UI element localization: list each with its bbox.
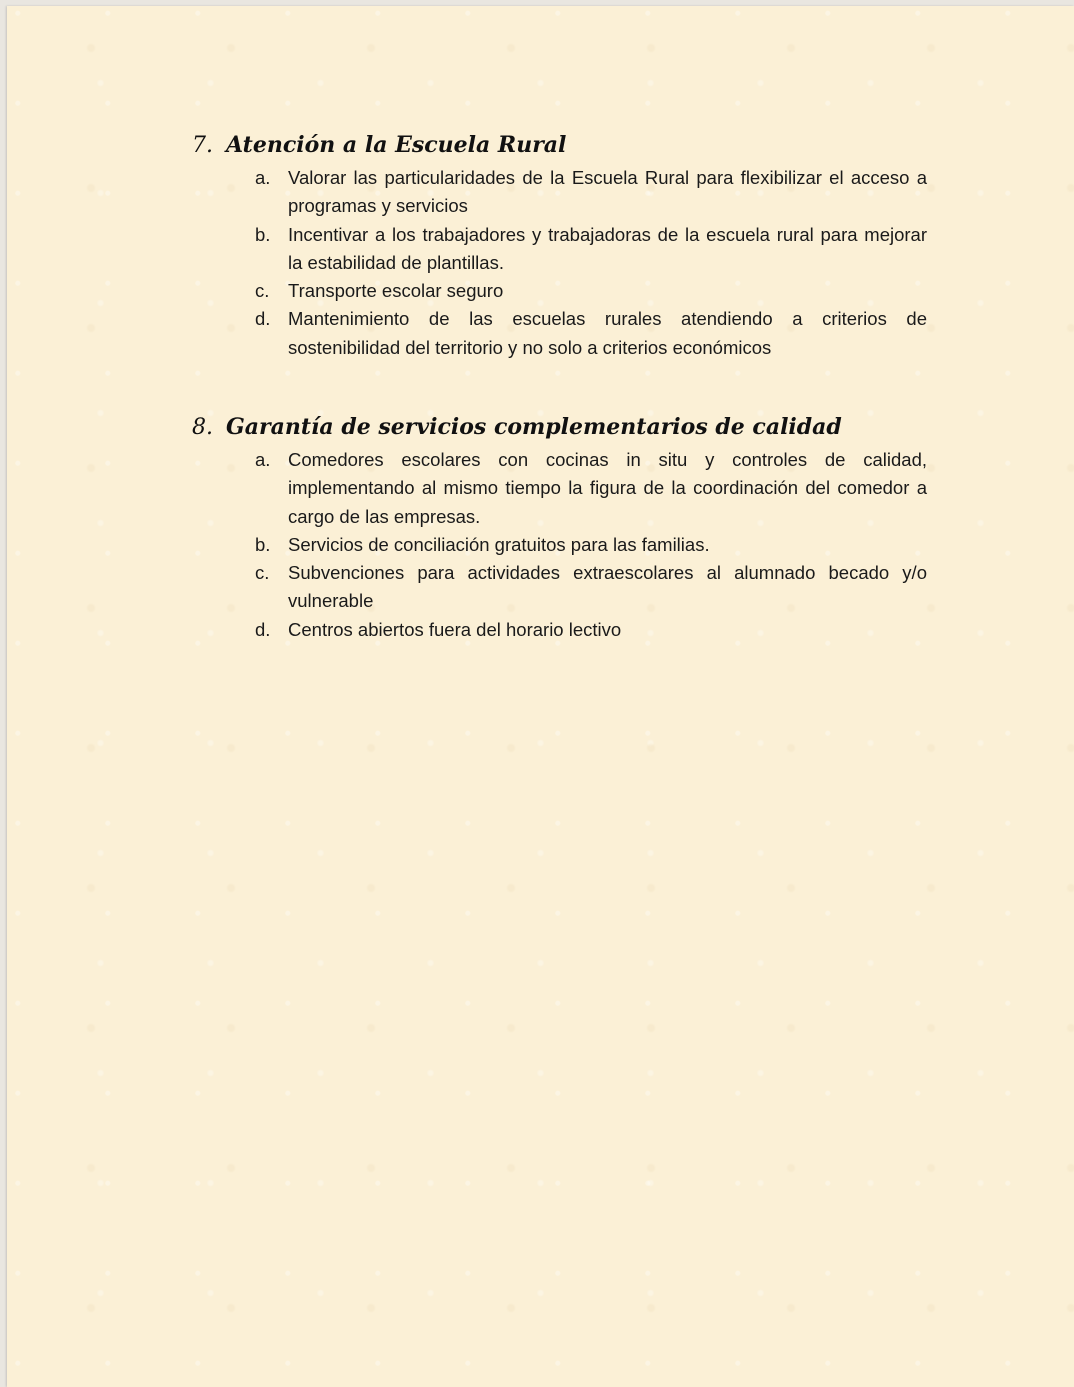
section-heading bbox=[192, 414, 927, 446]
item-text: Servicios de conciliación gratuitos para las familias. bbox=[288, 533, 710, 555]
item-letter: d. bbox=[255, 618, 271, 640]
list-item bbox=[255, 221, 927, 278]
item-list bbox=[192, 446, 927, 644]
document-page bbox=[7, 6, 1074, 1387]
item-letter: c. bbox=[255, 562, 270, 584]
section-title: Garantía de servicios complementarios de calidad bbox=[226, 414, 842, 440]
section-number: 8. bbox=[192, 415, 213, 440]
section-atencion-escuela-rural bbox=[192, 132, 927, 362]
item-letter: b. bbox=[255, 223, 271, 245]
section-number: 7. bbox=[192, 133, 213, 158]
list-item bbox=[255, 277, 927, 305]
list-item bbox=[255, 164, 927, 221]
item-letter: a. bbox=[255, 167, 271, 188]
list-item bbox=[255, 531, 927, 559]
section-servicios-complementarios bbox=[192, 414, 927, 644]
item-text: Incentivar a los trabajadores y trabajadoras de la escuela rural para mejorar la estabilidad de plantillas. bbox=[288, 223, 927, 273]
item-text: Comedores escolares con cocinas in situ y controles de calidad, implementando al mismo tiempo la figura de la coordinación del comedor a cargo de las empresas. bbox=[288, 449, 927, 527]
list-item bbox=[255, 616, 927, 644]
section-heading bbox=[192, 132, 927, 164]
list-item bbox=[255, 559, 927, 616]
list-item bbox=[255, 446, 927, 531]
item-letter: a. bbox=[255, 449, 271, 470]
item-text: Mantenimiento de las escuelas rurales atendiendo a criterios de sostenibilidad del territorio y no solo a criterios económicos bbox=[288, 308, 927, 358]
item-text: Valorar las particularidades de la Escuela Rural para flexibilizar el acceso a programas y servicios bbox=[288, 167, 927, 217]
item-text: Subvenciones para actividades extraescolares al alumnado becado y/o vulnerable bbox=[288, 562, 927, 612]
section-title: Atención a la Escuela Rural bbox=[226, 132, 567, 158]
item-list bbox=[192, 164, 927, 362]
item-letter: b. bbox=[255, 533, 271, 555]
item-text: Transporte escolar seguro bbox=[288, 280, 504, 302]
item-text: Centros abiertos fuera del horario lectivo bbox=[288, 618, 622, 640]
list-item bbox=[255, 305, 927, 362]
item-letter: d. bbox=[255, 308, 271, 330]
item-letter: c. bbox=[255, 280, 270, 302]
